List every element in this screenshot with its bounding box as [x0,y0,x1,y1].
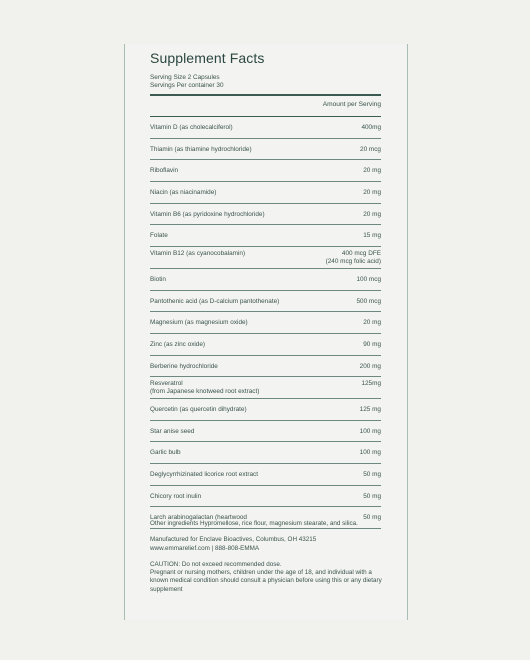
table-row [150,442,381,464]
table-row [150,269,381,291]
nutrient-name [150,341,205,349]
caution-line: CAUTION: Do not exceed recommended dose. [150,560,282,568]
nutrient-name [150,319,248,327]
amount-text: 100 mcg [356,275,381,283]
amount-text: 20 mg [363,210,381,218]
amount-text: 100 mg [359,427,381,435]
panel-title: Supplement Facts [150,50,265,66]
nutrient-name [150,493,201,501]
nutrient-amount [363,211,381,219]
amount-text: 50 mg [363,514,381,522]
table-row [150,204,381,226]
table-row [150,377,381,399]
nutrient-amount [363,167,381,175]
nutrient-name-text: Vitamin B6 (as pyridoxine hydrochloride) [150,210,265,218]
amount-text: 20 mg [363,319,381,327]
amount-text: 90 mg [363,340,381,348]
amount-text: 20 mg [363,167,381,175]
table-row [150,291,381,313]
other-ingredients: Other ingredients Hypromellose, rice flour, magnesium stearate, and silica. [150,520,358,527]
nutrient-name [150,380,259,395]
nutrient-name [150,471,258,479]
nutrient-name [150,232,168,240]
amount-text: 500 mcg [356,297,381,305]
nutrient-name-text: Biotin [150,275,166,283]
nutrient-name-text: Thiamin (as thiamine hydrochloride) [150,145,252,153]
amount-text: 125mg [361,380,381,388]
amount-text: 125 mg [359,405,381,413]
serving-info [150,74,224,90]
nutrient-amount [360,146,381,154]
nutrient-name [150,363,218,371]
nutrient-amount [363,189,381,197]
nutrient-name-text: Vitamin B12 (as cyanocobalamin) [150,250,246,258]
serving-size: Serving Size 2 Capsules [150,74,220,81]
nutrient-amount [363,319,381,327]
label-notes [150,520,382,602]
caution-text [150,561,382,594]
amount-text: 20 mg [363,189,381,197]
nutrient-amount [360,428,381,436]
nutrient-name-text: Pantothenic acid (as D-calcium pantothenate) [150,297,280,305]
nutrient-name-text: Deglycyrrhizinated licorice root extract [150,471,258,478]
amount-text: 20 mcg [360,145,381,153]
table-row [150,247,381,269]
nutrient-source-text: (from Japanese knotweed root extract) [150,387,260,395]
nutrient-amount [363,232,381,240]
servings-per-container: Servings Per container 30 [150,82,224,89]
amount-text: 200 mg [359,362,381,370]
manufacturer-info [150,536,382,553]
table-row [150,182,381,204]
nutrient-amount [363,341,381,349]
nutrient-name [150,250,245,258]
nutrient-name-text: Magnesium (as magnesium oxide) [150,319,248,327]
nutrient-amount [363,493,381,501]
nutrient-name [150,124,233,132]
nutrient-amount [361,380,381,388]
amount-text: 50 mg [363,471,381,478]
table-row [150,225,381,247]
nutrient-name-text: Larch arabinogalactan (heartwood [150,514,247,522]
nutrient-name [150,449,181,457]
nutrient-name [150,167,178,175]
amount-text: 50 mg [363,492,381,500]
nutrient-name-text: Garlic bulb [150,449,181,457]
nutrient-amount [360,406,381,414]
nutrient-name-text: Zinc (as zinc oxide) [150,340,206,348]
nutrient-name [150,211,265,219]
nutrient-name [150,146,252,154]
table-row [150,399,381,421]
amount-text: 100 mg [359,449,381,457]
table-row [150,356,381,378]
nutrient-name [150,428,194,436]
table-row [150,160,381,182]
facts-rows [150,117,381,529]
nutrient-name-text: Berberine hydrochloride [150,362,218,370]
table-row [150,312,381,334]
facts-table [150,94,381,529]
table-row [150,117,381,139]
nutrient-name-text: Resveratrol [150,380,183,388]
nutrient-amount [326,250,381,265]
amount-subtext: (240 mcg folic acid) [325,257,381,265]
nutrient-amount [356,276,381,284]
nutrient-name [150,406,247,414]
nutrient-name-text: Star anise seed [150,427,195,435]
amount-header-row [150,94,381,117]
nutrient-name-text: Vitamin D (as cholecalciferol) [150,124,233,131]
amount-text: 400mg [361,124,381,131]
table-row [150,464,381,486]
table-row [150,334,381,356]
table-row [150,421,381,443]
nutrient-name-text: Niacin (as niacinamide) [150,189,217,197]
amount-text: 400 mcg DFE [341,250,381,258]
amount-text: 15 mg [363,232,381,240]
table-row [150,139,381,161]
manufacturer: Manufactured for Enclave Bioactives, Columbus, OH 43215 [150,536,317,544]
contact-info: www.emmarelief.com | 888-808-EMMA [150,544,260,552]
nutrient-name [150,276,166,284]
amount-header: Amount per Serving [322,101,381,108]
nutrient-name-text: Chicory root inulin [150,492,202,500]
nutrient-name-text: Riboflavin [150,167,179,175]
nutrient-name-text: Quercetin (as quercetin dihydrate) [150,405,247,413]
nutrient-amount [361,124,381,132]
nutrient-name [150,189,216,197]
nutrient-name [150,298,279,306]
caution-details: Pregnant or nursing mothers, children under the age of 18, and individual with a known medical condition should consult a physician before using this or any dietary supplement [150,569,382,593]
nutrient-amount [360,449,381,457]
nutrient-amount [360,363,381,371]
nutrient-amount [356,298,381,306]
nutrient-name-text: Folate [150,232,168,240]
nutrient-amount [363,471,381,479]
table-row [150,486,381,508]
